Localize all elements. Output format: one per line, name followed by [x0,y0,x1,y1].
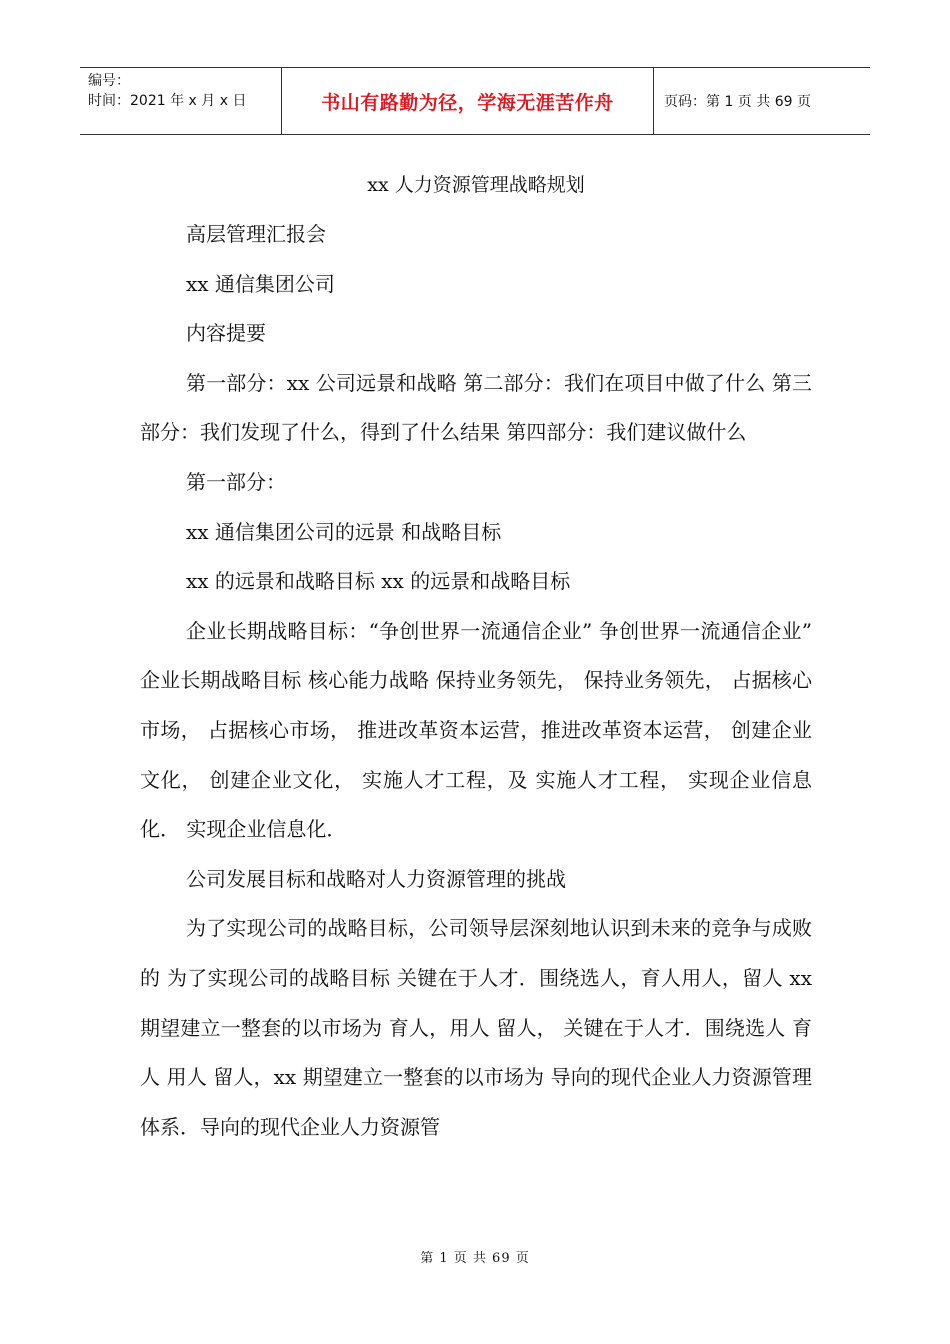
motto-text: 书山有路勤为径，学海无涯苦作舟 [321,91,614,114]
header-meta-cell [80,68,282,134]
document-header [80,67,870,135]
serial-number-label: 编号： [88,73,130,89]
document-title: xx 人力资源管理战略规划 [367,174,585,196]
paragraph-company-name: xx 通信集团公司 [186,271,335,296]
header-motto-cell [282,68,654,134]
paragraph-vision-heading: xx 通信集团公司的远景 和战略目标 [186,519,502,544]
document-body [140,160,812,1152]
page-info: 页码：第 1 页 共 69 页 [664,94,811,110]
paragraph-hr-challenge: 公司发展目标和战略对人力资源管理的挑战 [186,866,566,891]
header-page-cell [654,68,870,134]
paragraph-summary-heading: 内容提要 [186,321,266,346]
paragraph-long-term-goals: 企业长期战略目标：“争创世界一流通信企业” 争创世界一流通信企业” 企业长期战略目标 核心能力战略 保持业务领先， 保持业务领先， 占据核心市场， 占据核心市场， 推进改革资本运营，推进改革资本运营， 创建企业文化， 创建企业文化， 实施人才工程，及 实施人才工程， 实现企业信息化． 实现企业信息化． [140,618,812,842]
paragraph-report-meeting: 高层管理汇报会 [186,222,326,246]
paragraph-summary-parts: 第一部分：xx 公司远景和战略 第二部分：我们在项目中做了什么 第三部分：我们发现了什么，得到了什么结果 第四部分：我们建议做什么 [140,370,812,445]
date-label: 时间：2021 年 x 月 x 日 [88,93,247,109]
paragraph-part-one-heading: 第一部分： [186,469,286,494]
page-footer: 第 1 页 共 69 页 [420,1251,530,1266]
paragraph-vision-goals: xx 的远景和战略目标 xx 的远景和战略目标 [186,569,571,594]
paragraph-strategy-talent: 为了实现公司的战略目标，公司领导层深刻地认识到未来的竞争与成败的 为了实现公司的战略目标 关键在于人才．围绕选人，育人用人，留人 xx 期望建立一整套的以市场为 育人，用人 留人， 关键在于人才．围绕选人 育人 用人 留人，xx 期望建立一整套的以市场为 导向的现代企业人力资源管理体系．导向的现代企业人力资源管 [140,916,812,1139]
